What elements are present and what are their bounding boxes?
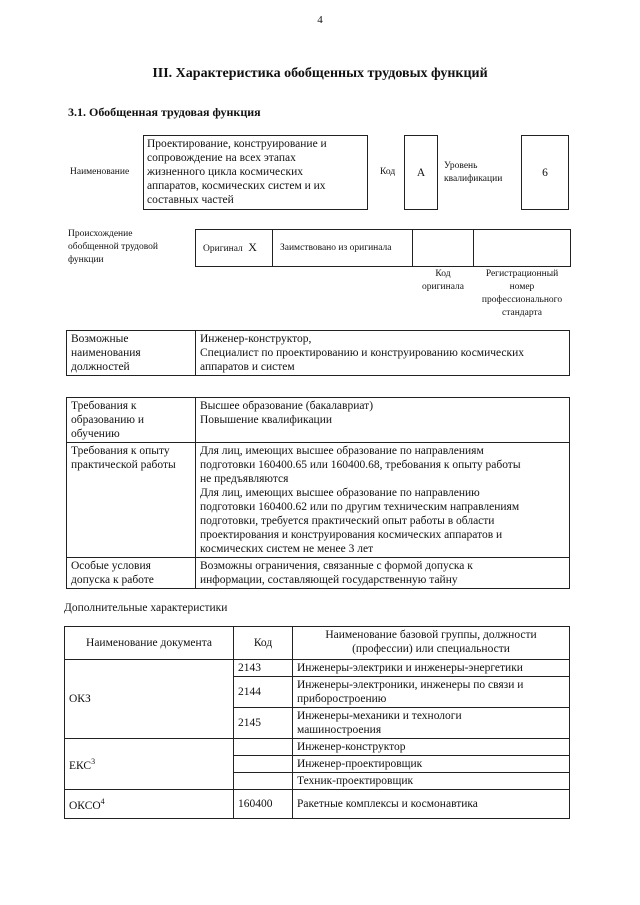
value-line: проектирования и конструирования космических аппаратов и (200, 529, 503, 541)
name-label: Наименование (70, 167, 130, 177)
function-name-line: аппаратов, космических систем и их (147, 180, 326, 192)
label-line: Требования к (71, 400, 137, 412)
okz-code: 2143 (234, 660, 293, 677)
code-value-box (404, 135, 438, 210)
value-line: Для лиц, имеющих высшее образование по направлениям (200, 445, 484, 457)
requirement-label (67, 398, 196, 443)
divider (412, 230, 413, 266)
origin-row (195, 229, 571, 267)
value-line: аппаратов и систем (200, 361, 295, 373)
name-line: приборостроению (297, 693, 387, 705)
value-line: подготовки 160400.62 или по другим техническим направлениям (200, 501, 520, 513)
table-row (67, 398, 570, 443)
okz-doc: ОКЗ (65, 660, 234, 739)
eks-name: Техник-проектировщик (293, 773, 570, 790)
caption-line: оригинала (422, 282, 464, 292)
okz-code: 2144 (234, 677, 293, 708)
eks-code (234, 739, 293, 756)
label-line: должностей (71, 361, 130, 373)
name-line: Инженеры-электроники, инженеры по связи и (297, 679, 524, 691)
code-original-caption (412, 268, 474, 294)
level-label-line: Уровень (444, 161, 478, 171)
value-line: Специалист по проектированию и конструированию космических (200, 347, 525, 359)
table-row (67, 331, 570, 376)
positions-value (196, 331, 570, 376)
value-line: не предъявляются (200, 473, 289, 485)
label-line: допуска к работе (71, 574, 154, 586)
value-line: Возможны ограничения, связанные с формой допуска к (200, 560, 473, 572)
table-row (67, 558, 570, 589)
level-label-line: квалификации (444, 174, 503, 184)
header-name (293, 627, 570, 660)
label-line: Особые условия (71, 560, 151, 572)
borrowed-label: Заимствовано из оригинала (280, 243, 392, 253)
eks-name: Инженер-конструктор (293, 739, 570, 756)
header-name-line: (профессии) или специальности (352, 643, 510, 655)
okz-name (293, 660, 570, 677)
label-line: наименования (71, 347, 141, 359)
function-name-line: Проектирование, конструирование и (147, 138, 327, 150)
origin-label-line: обобщенной трудовой (68, 242, 158, 252)
caption-line: Код (435, 269, 451, 279)
value-line: Инженер-конструктор, (200, 333, 312, 345)
caption-line: профессионального (481, 295, 563, 305)
name-line: машиностроения (297, 724, 382, 736)
name-line: Инженеры-электрики и инженеры-энергетики (297, 662, 523, 674)
requirement-value (196, 558, 570, 589)
eks-code (234, 756, 293, 773)
okz-code: 2145 (234, 708, 293, 739)
caption-line: Регистрационный (485, 269, 559, 279)
table-row (65, 739, 570, 756)
function-name-line: сопровождение на всех этапах (147, 152, 296, 164)
page-number: 4 (317, 14, 323, 26)
eks-doc-name: ЕКС (69, 759, 92, 772)
original-label: Оригинал (203, 244, 243, 254)
origin-label (68, 228, 158, 267)
okso-doc (65, 790, 234, 819)
label-line: Требования к опыту (71, 445, 170, 457)
caption-line: номер (509, 282, 535, 292)
okz-name (293, 708, 570, 739)
okso-name: Ракетные комплексы и космонавтика (293, 790, 570, 819)
table-row (67, 443, 570, 558)
section-title: III. Характеристика обобщенных трудовых функций (152, 66, 488, 81)
additional-table (64, 626, 570, 819)
level-label (444, 160, 502, 186)
header-code: Код (234, 627, 293, 660)
level-value: 6 (542, 166, 548, 179)
requirements-table (66, 397, 570, 589)
requirement-label (67, 558, 196, 589)
value-line: Высшее образование (бакалавриат) (200, 400, 374, 412)
additional-heading: Дополнительные характеристики (64, 602, 228, 614)
eks-name: Инженер-проектировщик (293, 756, 570, 773)
divider (272, 230, 273, 266)
requirement-label (67, 443, 196, 558)
name-line: Инженеры-механики и технологи (297, 710, 462, 722)
table-row (65, 660, 570, 677)
value-line: космических систем не менее 3 лет (200, 543, 374, 555)
value-line: Повышение квалификации (200, 414, 333, 426)
positions-label (67, 331, 196, 376)
requirement-value (196, 398, 570, 443)
eks-code (234, 773, 293, 790)
original-mark: X (248, 240, 257, 254)
positions-table (66, 330, 570, 376)
reg-number-caption (474, 268, 570, 320)
code-label: Код (380, 167, 396, 177)
divider (473, 230, 474, 266)
eks-doc (65, 739, 234, 790)
label-line: практической работы (71, 459, 176, 471)
function-name-box (143, 135, 368, 210)
table-row (65, 790, 570, 819)
label-line: обучению (71, 428, 120, 440)
original-cell (203, 241, 257, 256)
table-header-row (65, 627, 570, 660)
value-line: подготовки 160400.65 или 160400.68, требования к опыту работы (200, 459, 521, 471)
origin-label-line: Происхождение (68, 229, 133, 239)
eks-footnote: 3 (91, 757, 96, 767)
level-value-box (521, 135, 569, 210)
origin-label-line: функции (68, 255, 104, 265)
function-name-line: составных частей (147, 194, 234, 206)
code-value: А (416, 166, 426, 179)
okso-code: 160400 (234, 790, 293, 819)
okz-name (293, 677, 570, 708)
value-line: Для лиц, имеющих высшее образование по направлению (200, 487, 480, 499)
okso-footnote: 4 (100, 797, 105, 807)
header-name-line: Наименование базовой группы, должности (325, 629, 537, 641)
caption-line: стандарта (502, 308, 542, 318)
requirement-value (196, 443, 570, 558)
label-line: образованию и (71, 414, 144, 426)
label-line: Возможные (71, 333, 129, 345)
function-name-line: жизненного цикла космических (147, 166, 303, 178)
value-line: информации, составляющей государственную тайну (200, 574, 458, 586)
header-doc: Наименование документа (65, 627, 234, 660)
subsection-title: 3.1. Обобщенная трудовая функция (68, 105, 261, 119)
value-line: подготовки, требуется практический опыт работы в области (200, 515, 495, 527)
okso-doc-name: ОКСО (69, 799, 101, 812)
